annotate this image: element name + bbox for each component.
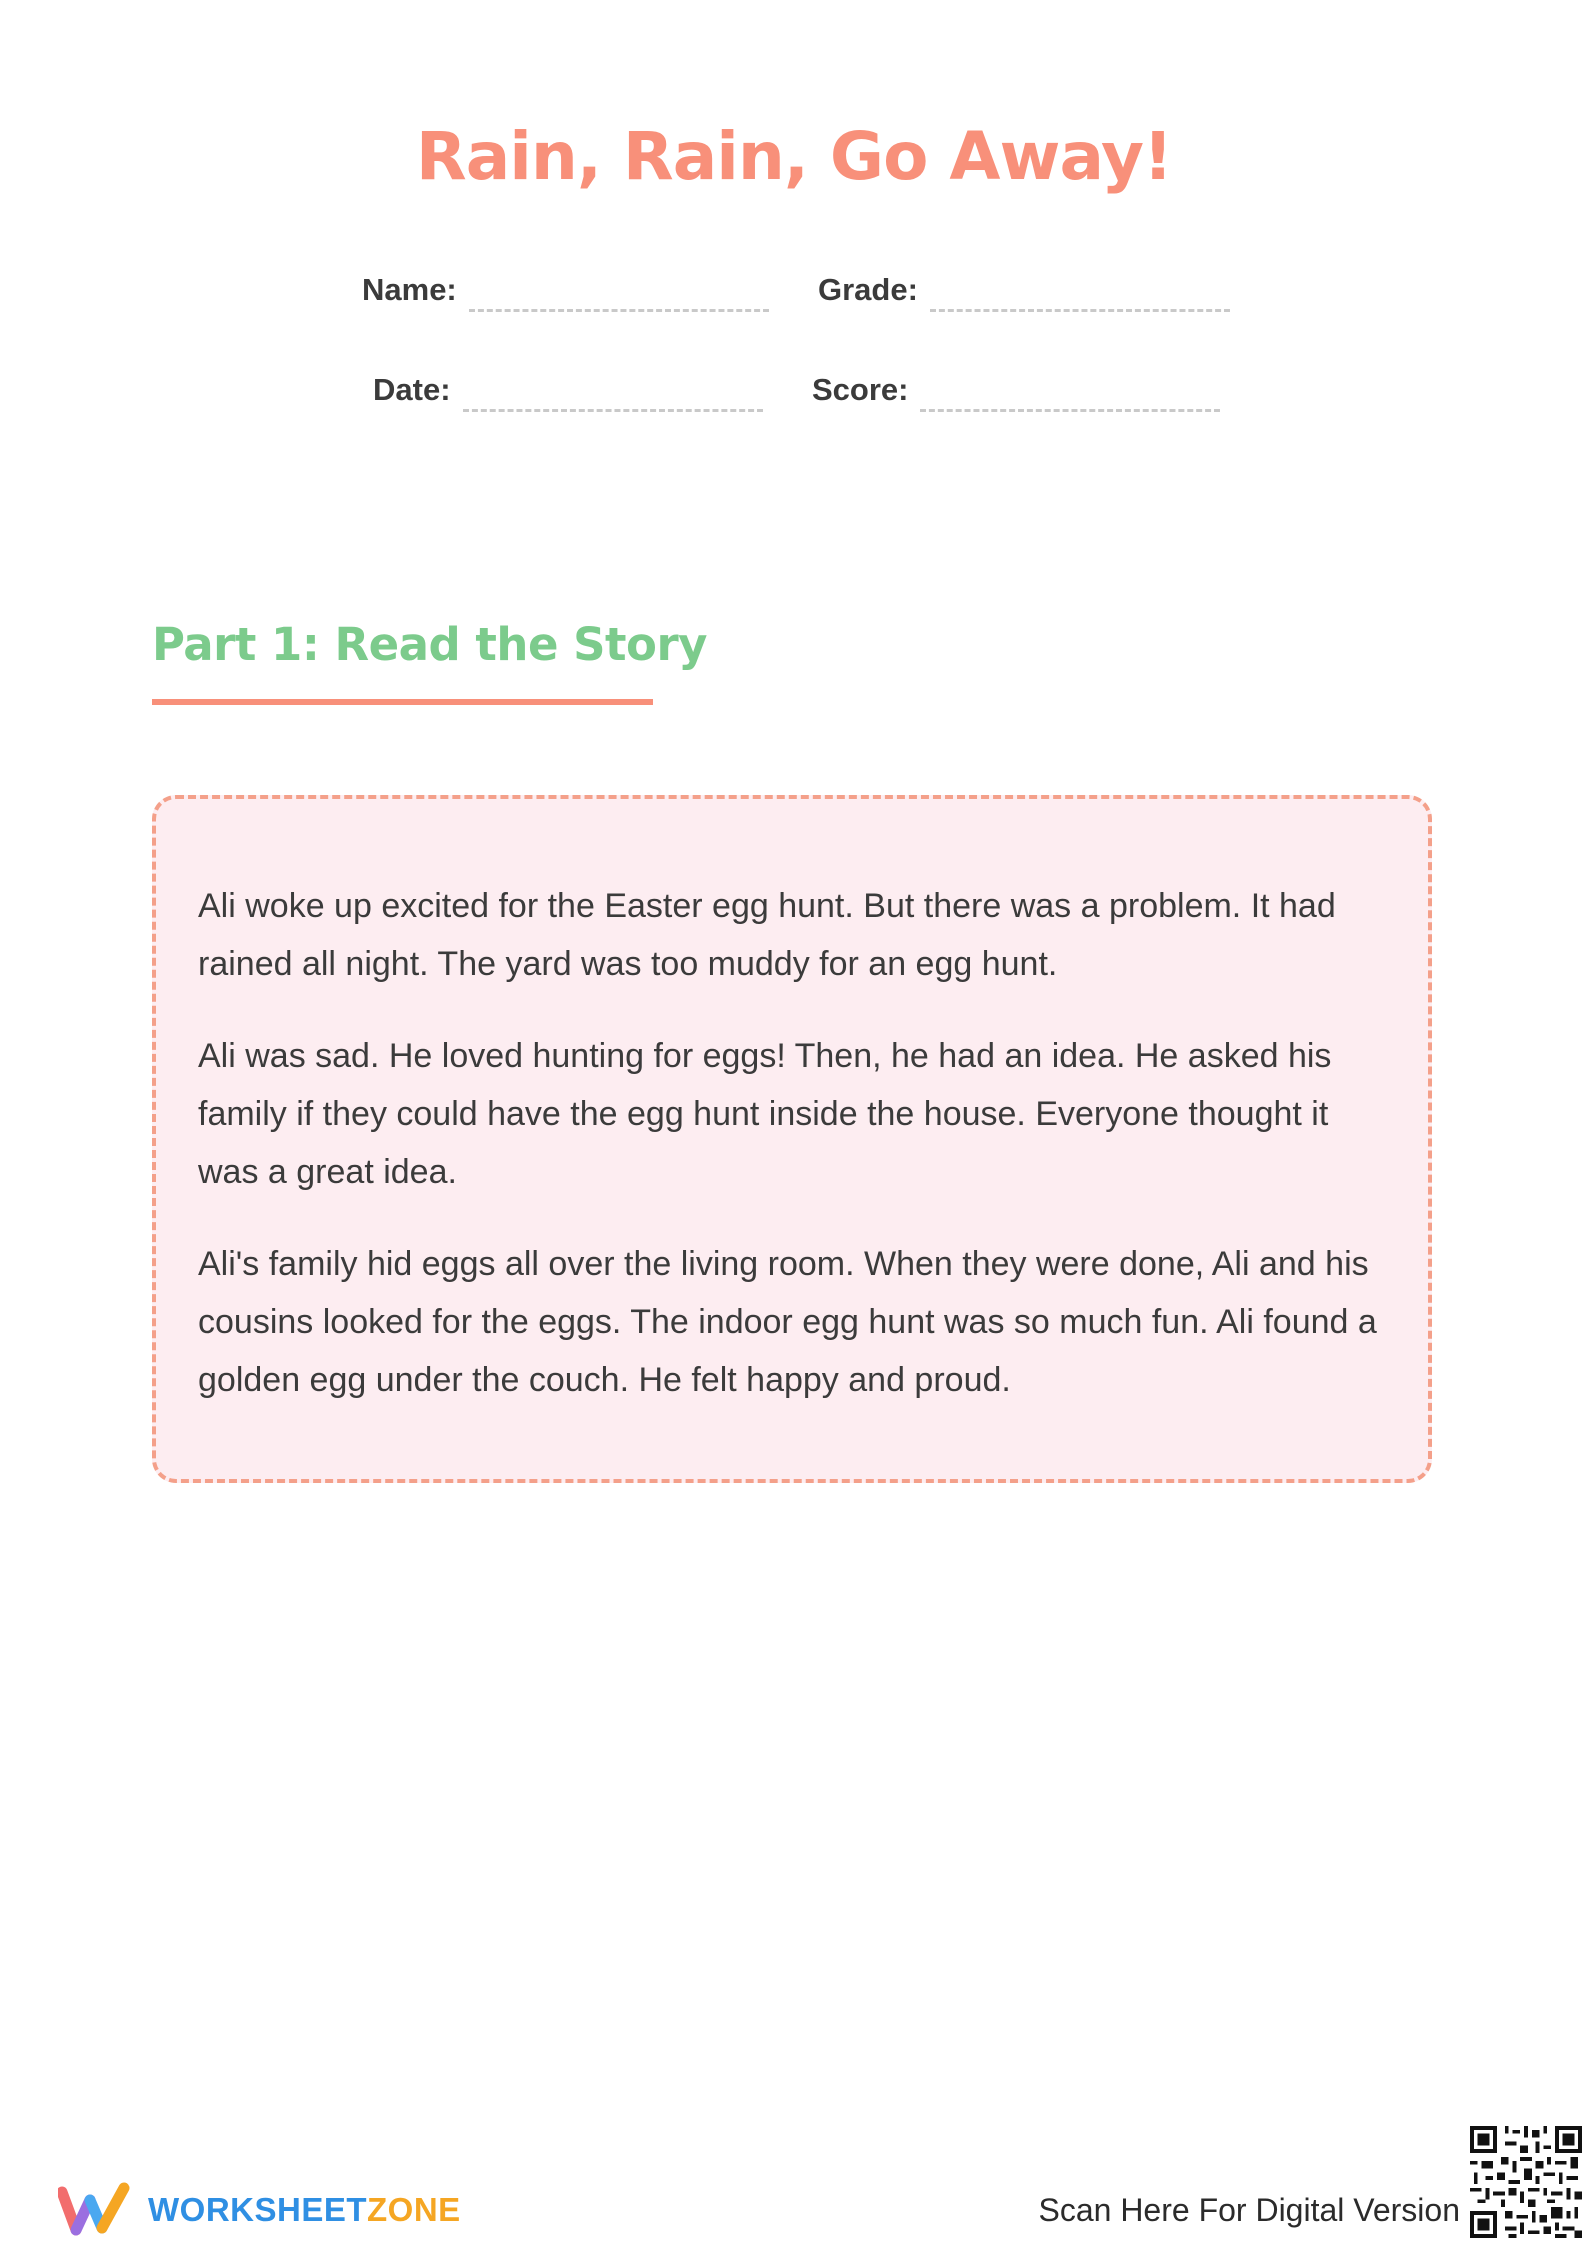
worksheet-title: Rain, Rain, Go Away! (415, 118, 1173, 195)
name-blank-line[interactable] (469, 309, 769, 312)
date-label: Date: (373, 372, 451, 407)
story-paragraph-1: Ali woke up excited for the Easter egg hunt. But there was a problem. It had rained all night. The yard was too muddy for an egg hunt. (198, 887, 1336, 983)
grade-label: Grade: (818, 272, 918, 307)
story-paragraph-2: Ali was sad. He loved hunting for eggs! Then, he had an idea. He asked his family if they could have the egg hunt inside the house. Everyone thought it was a great idea. (198, 1037, 1332, 1191)
worksheetzone-logo-icon (58, 2182, 132, 2238)
brand-name (148, 2191, 461, 2229)
worksheetzone-brand[interactable] (58, 2182, 461, 2238)
date-blank-line[interactable] (463, 409, 763, 412)
qr-code-icon[interactable] (1470, 2126, 1582, 2238)
date-field (373, 372, 763, 408)
brand-name-worksheet: WORKSHEET (148, 2191, 367, 2228)
part1-heading: Part 1: Read the Story (152, 618, 707, 671)
story-paragraph-3: Ali's family hid eggs all over the living room. When they were done, Ali and his cousins looked for the eggs. The indoor egg hunt was so much fun. Ali found a golden egg under the couch. He felt happy and proud. (198, 1245, 1377, 1399)
story-box (152, 795, 1432, 1483)
part1-heading-underline (152, 699, 653, 705)
brand-name-zone: ZONE (367, 2191, 461, 2228)
grade-blank-line[interactable] (930, 309, 1230, 312)
score-label: Score: (812, 372, 909, 407)
score-blank-line[interactable] (920, 409, 1220, 412)
name-label: Name: (362, 272, 457, 307)
score-field (812, 372, 1220, 408)
name-field (362, 272, 769, 308)
scan-instruction: Scan Here For Digital Version (1038, 2192, 1460, 2228)
grade-field (818, 272, 1230, 308)
